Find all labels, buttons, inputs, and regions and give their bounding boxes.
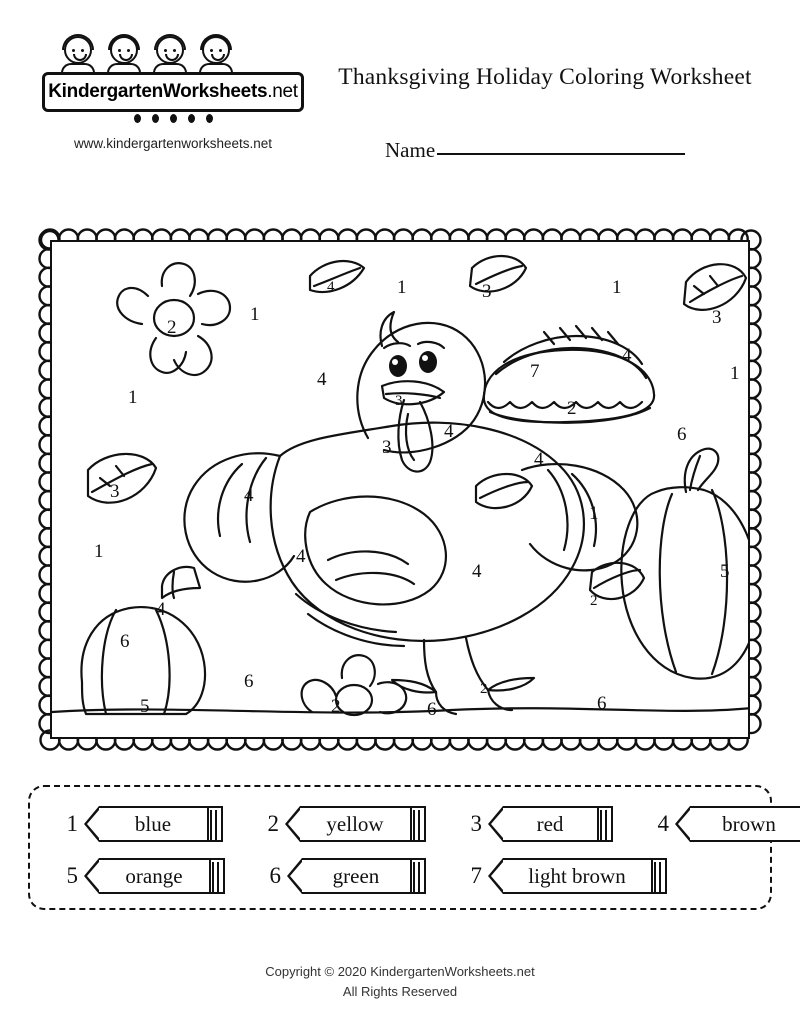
color-number-label: 1	[612, 277, 622, 298]
color-number-label: 2	[167, 317, 177, 338]
color-number-label: 3	[382, 437, 392, 458]
legend-item-blue	[56, 803, 223, 845]
color-number-label: 4	[317, 369, 327, 390]
crayon-end-icon	[412, 806, 426, 842]
color-number-label: 4	[327, 279, 335, 295]
logo-text-kindergarten: Kindergarten	[48, 81, 163, 102]
color-number-label: 4	[244, 485, 254, 506]
crayon-body	[302, 858, 412, 894]
color-number-label: 2	[590, 593, 598, 609]
color-number-label: 3	[395, 393, 403, 409]
color-number-label: 6	[597, 693, 607, 714]
color-number-label: 2	[480, 681, 488, 697]
legend-number: 3	[470, 811, 482, 836]
crayon-end-icon	[653, 858, 667, 894]
crayon-tip-icon	[287, 858, 302, 894]
color-name-label: brown	[722, 811, 776, 836]
legend-item-green	[259, 855, 426, 897]
color-number-label: 2	[567, 398, 577, 419]
crayon-body	[503, 858, 653, 894]
crayon-body	[99, 858, 211, 894]
crayon-icon	[285, 806, 426, 842]
page-footer	[0, 962, 800, 1002]
color-name-label: light brown	[528, 863, 626, 888]
color-number-label: 1	[128, 387, 138, 408]
color-number-label: 1	[397, 277, 407, 298]
color-number-label: 3	[712, 307, 722, 328]
copyright-text: Copyright © 2020 KindergartenWorksheets.net	[265, 964, 535, 979]
legend-item-red	[460, 803, 613, 845]
color-number-label: 3	[110, 481, 120, 502]
legend-row-bottom	[30, 855, 774, 897]
legend-item-light-brown	[460, 855, 667, 897]
name-label: Name	[385, 138, 436, 162]
color-number-label: 5	[140, 696, 150, 717]
name-field-row	[385, 138, 685, 163]
color-name-label: red	[536, 811, 564, 836]
page-header	[0, 26, 800, 162]
crayon-icon	[488, 858, 667, 894]
color-key-legend	[28, 785, 776, 910]
legend-item-orange	[56, 855, 225, 897]
legend-number: 1	[66, 811, 78, 836]
crayon-tip-icon	[84, 858, 99, 894]
site-logo[interactable]	[42, 34, 304, 134]
picture-canvas	[50, 240, 750, 739]
legend-number: 7	[470, 863, 482, 888]
color-number-label: 6	[120, 631, 130, 652]
crayon-tip-icon	[488, 806, 503, 842]
color-name-label: yellow	[326, 811, 384, 836]
color-number-label: 1	[94, 541, 104, 562]
color-number-label: 4	[444, 421, 454, 442]
color-name-label: blue	[134, 811, 172, 836]
color-number-label: 4	[296, 546, 306, 567]
logo-banner	[42, 72, 304, 112]
color-number-label: 4	[534, 449, 544, 470]
color-number-label: 2	[395, 364, 403, 380]
page-title: Thanksgiving Holiday Coloring Worksheet	[338, 63, 752, 90]
crayon-tip-icon	[84, 806, 99, 842]
site-url: www.kindergartenworksheets.net	[73, 136, 273, 151]
color-number-label: 6	[244, 671, 254, 692]
crayon-icon	[488, 806, 613, 842]
logo-banner-text	[48, 81, 298, 103]
crayon-body	[300, 806, 412, 842]
crayon-tip-icon	[285, 806, 300, 842]
coloring-picture	[36, 226, 764, 753]
name-input-line[interactable]	[437, 153, 685, 155]
color-name-label: orange	[125, 863, 183, 888]
crayon-end-icon	[412, 858, 426, 894]
color-number-label: 7	[530, 361, 540, 382]
legend-number: 5	[66, 863, 78, 888]
color-number-label: 5	[720, 561, 730, 582]
logo-dots-decoration	[134, 114, 214, 126]
crayon-icon	[84, 806, 223, 842]
color-number-label: 1	[730, 363, 740, 384]
legend-item-brown	[647, 803, 800, 845]
rights-text: All Rights Reserved	[342, 984, 458, 1000]
color-number-label: 3	[482, 281, 492, 302]
crayon-body	[503, 806, 599, 842]
color-number-label: 4	[472, 561, 482, 582]
color-number-label: 2	[331, 696, 341, 717]
legend-number: 2	[267, 811, 279, 836]
crayon-icon	[84, 858, 225, 894]
color-number-label: 1	[589, 503, 599, 524]
color-number-label: 1	[250, 304, 260, 325]
logo-text-tld: .net	[267, 81, 298, 102]
crayon-body	[99, 806, 209, 842]
crayon-end-icon	[211, 858, 225, 894]
crayon-end-icon	[599, 806, 613, 842]
color-number-label: 6	[427, 699, 437, 720]
crayon-tip-icon	[675, 806, 690, 842]
logo-text-worksheets: Worksheets	[162, 81, 268, 102]
color-number-label: 4	[622, 345, 632, 366]
legend-number: 6	[269, 863, 281, 888]
crayon-end-icon	[209, 806, 223, 842]
crayon-icon	[287, 858, 426, 894]
crayon-icon	[675, 806, 800, 842]
color-name-label: green	[332, 863, 380, 888]
crayon-tip-icon	[488, 858, 503, 894]
turkey-line-art	[52, 242, 750, 739]
legend-item-yellow	[257, 803, 426, 845]
color-number-label: 4	[156, 599, 166, 620]
legend-row-top	[30, 803, 774, 845]
color-number-label: 6	[677, 424, 687, 445]
crayon-body	[690, 806, 800, 842]
legend-number: 4	[657, 811, 669, 836]
